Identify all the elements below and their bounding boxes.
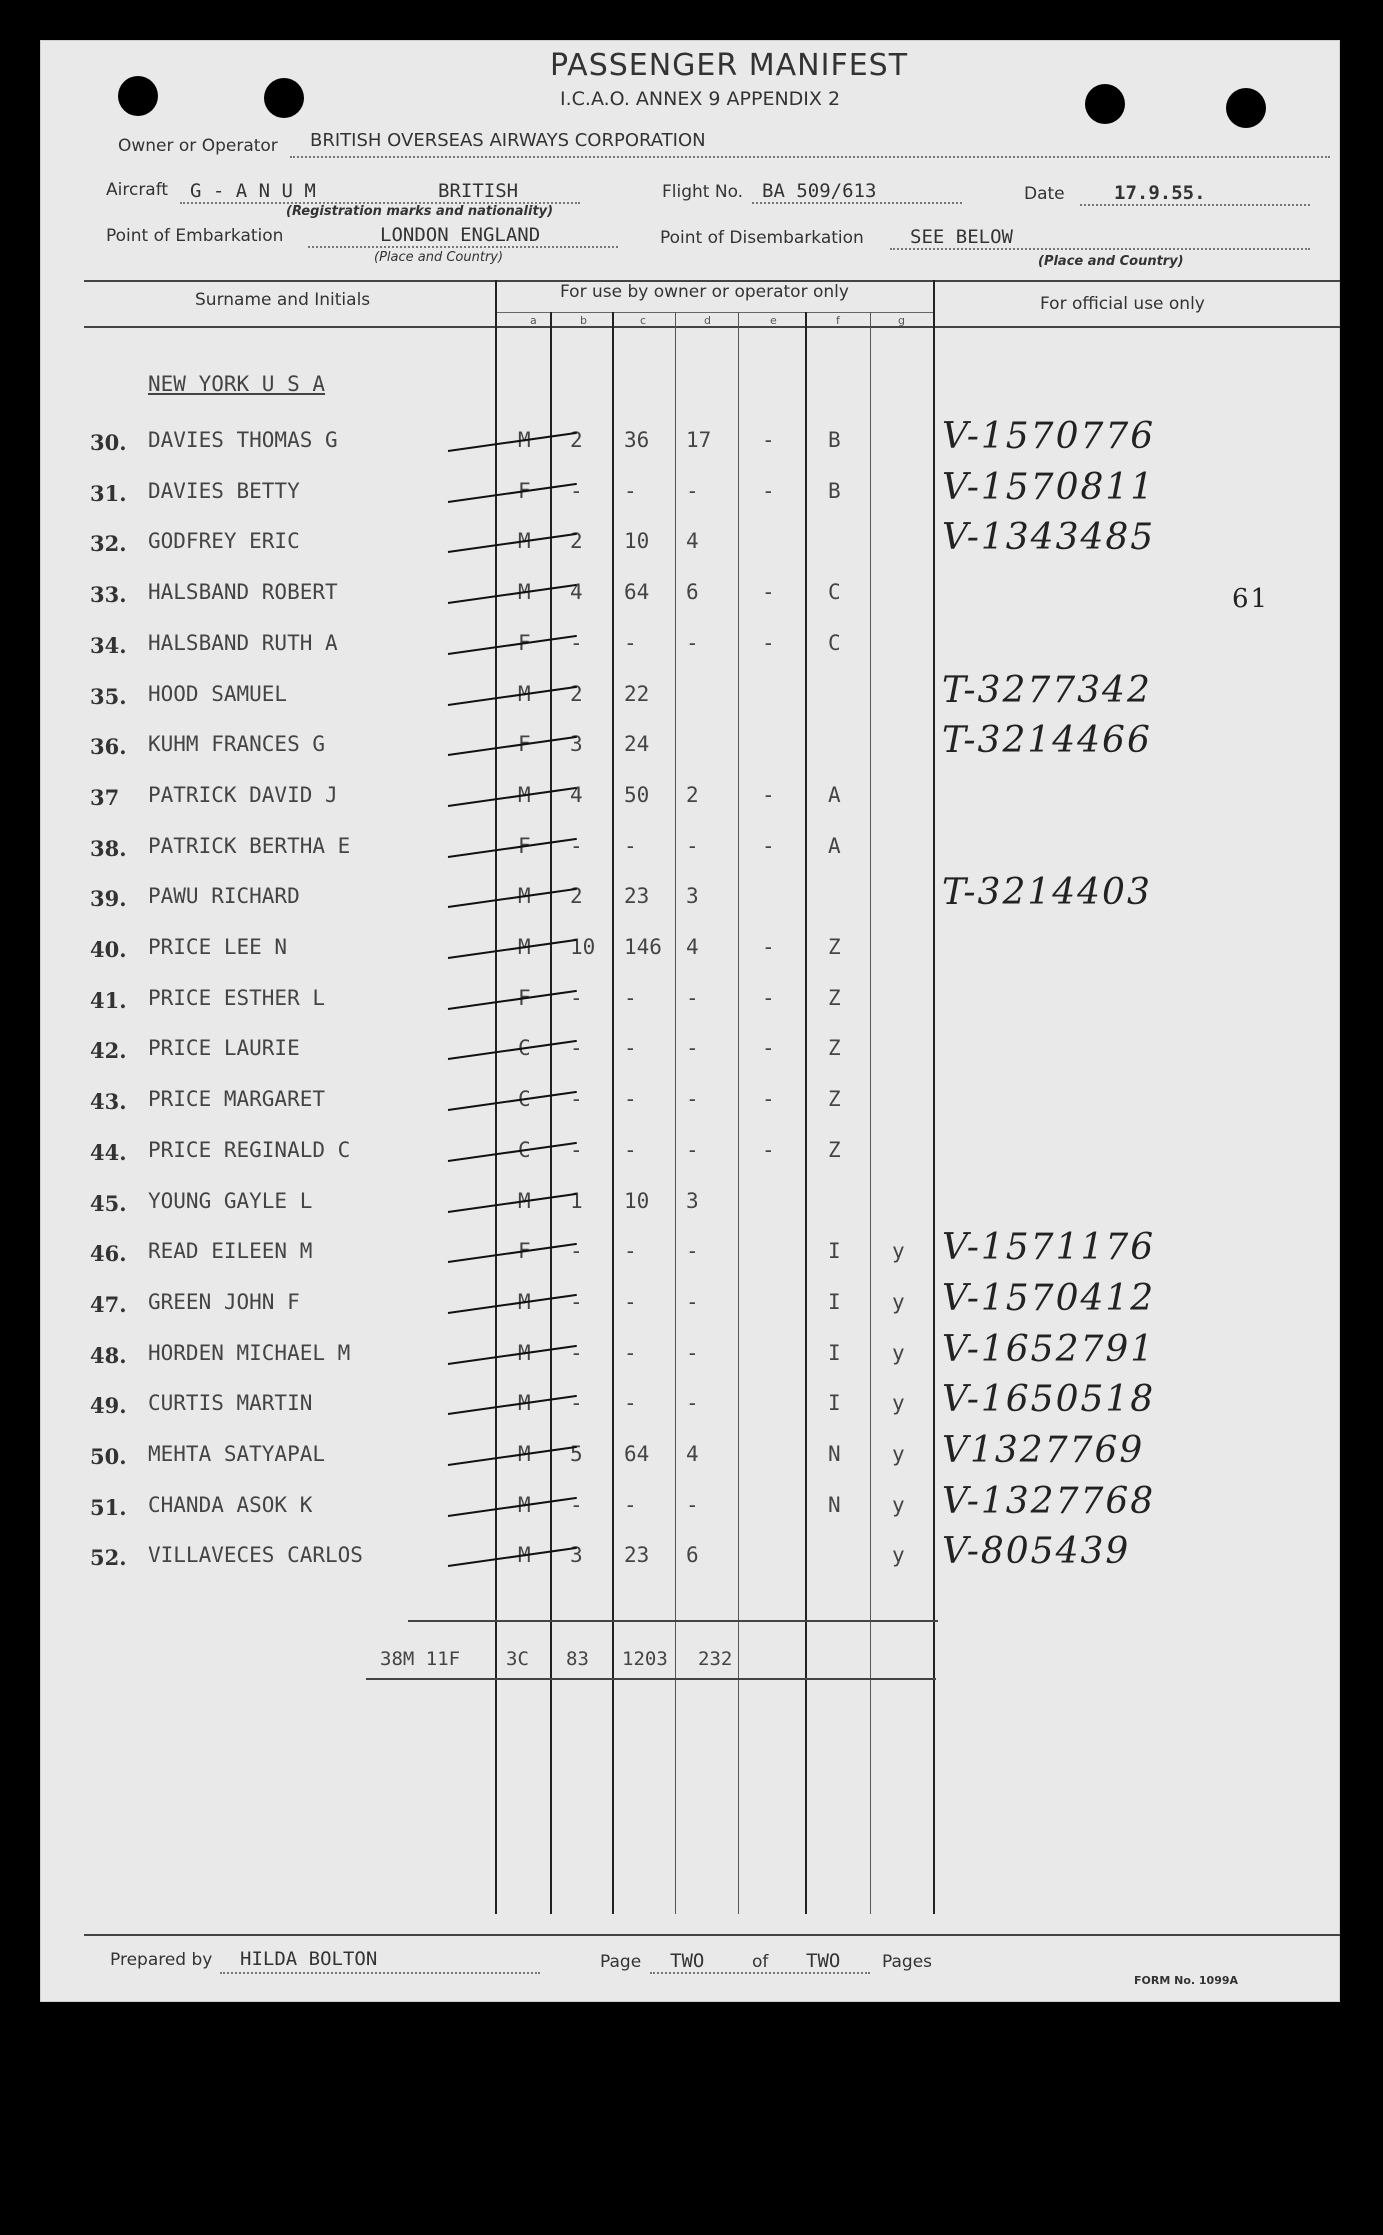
cell-b: - [570, 1391, 583, 1415]
sub-column-e: e [770, 314, 777, 327]
cell-c: - [624, 1138, 637, 1162]
official-number: V-1343485 [942, 517, 1156, 558]
cell-d: - [686, 1341, 699, 1365]
row-number: 44. [90, 1140, 127, 1165]
cell-e: - [762, 1087, 775, 1111]
passenger-name: PRICE MARGARET [148, 1087, 326, 1111]
cell-f: Z [828, 1138, 841, 1162]
cell-b: - [570, 834, 583, 858]
cell-c: - [624, 986, 637, 1010]
cell-g: y [892, 1239, 905, 1263]
cell-f: B [828, 479, 841, 503]
row-number: 49. [90, 1393, 127, 1418]
cell-e: - [762, 479, 775, 503]
row-number: 41. [90, 988, 127, 1013]
cell-f: I [828, 1341, 841, 1365]
aircraft-note: (Registration marks and nationality) [286, 204, 554, 219]
cell-c: - [624, 834, 637, 858]
manifest-page [40, 40, 1340, 2002]
row-number: 45. [90, 1191, 127, 1216]
cell-g: y [892, 1391, 905, 1415]
cell-c: - [624, 1290, 637, 1314]
passenger-name: DAVIES THOMAS G [148, 428, 338, 452]
cell-c: 64 [624, 1442, 650, 1466]
check-stroke [448, 1091, 577, 1111]
passenger-name: PATRICK DAVID J [148, 783, 338, 807]
cell-b: - [570, 1138, 583, 1162]
page-value: TWO [670, 1950, 705, 1972]
passenger-name: HOOD SAMUEL [148, 682, 288, 706]
cell-b: 2 [570, 884, 583, 908]
row-number: 37 [90, 785, 120, 810]
row-number: 35. [90, 684, 127, 709]
passenger-name: READ EILEEN M [148, 1239, 313, 1263]
page-label: Page [600, 1952, 642, 1972]
check-stroke [448, 838, 577, 858]
official-number: V-1327768 [942, 1481, 1156, 1522]
cell-g: y [892, 1543, 905, 1567]
cell-f: I [828, 1239, 841, 1263]
passenger-name: PRICE LAURIE [148, 1036, 300, 1060]
passenger-name: HALSBAND ROBERT [148, 580, 338, 604]
cell-c: 22 [624, 682, 650, 706]
passenger-name: PATRICK BERTHA E [148, 834, 351, 858]
check-stroke [448, 584, 577, 604]
embarkation-value: LONDON ENGLAND [380, 224, 541, 246]
check-stroke [448, 888, 577, 908]
cell-d: 3 [686, 1189, 699, 1213]
passenger-name: CHANDA ASOK K [148, 1493, 313, 1517]
sub-column-g: g [898, 314, 905, 327]
passenger-name: PRICE REGINALD C [148, 1138, 351, 1162]
flight-label: Flight No. [662, 182, 744, 202]
row-number: 34. [90, 633, 127, 658]
cell-f: I [828, 1391, 841, 1415]
official-number: V-1570776 [942, 416, 1156, 457]
embarkation-note: (Place and Country) [374, 250, 504, 265]
prepared-value: HILDA BOLTON [240, 1948, 378, 1970]
cell-f: Z [828, 986, 841, 1010]
row-number: 52. [90, 1545, 127, 1570]
check-stroke [448, 1193, 577, 1213]
official-number: V1327769 [942, 1430, 1145, 1471]
cell-d: - [686, 1391, 699, 1415]
cell-d: - [686, 1036, 699, 1060]
cell-d: - [686, 1239, 699, 1263]
row-number: 38. [90, 836, 127, 861]
official-number: V-805439 [942, 1531, 1131, 1572]
row-number: 43. [90, 1089, 127, 1114]
passenger-name: PRICE LEE N [148, 935, 288, 959]
official-number: T-3214466 [942, 720, 1152, 761]
cell-c: - [624, 1341, 637, 1365]
row-number: 33. [90, 582, 127, 607]
cell-c: - [624, 1036, 637, 1060]
check-stroke [448, 635, 577, 655]
row-number: 47. [90, 1292, 127, 1317]
cell-f: Z [828, 1036, 841, 1060]
sub-column-f: f [836, 314, 840, 327]
flight-number: BA 509/613 [762, 180, 877, 202]
check-stroke [448, 1040, 577, 1060]
check-stroke [448, 1446, 577, 1466]
passenger-name: HALSBAND RUTH A [148, 631, 338, 655]
aircraft-registration: G - A N U M [190, 180, 316, 202]
cell-g: y [892, 1442, 905, 1466]
cell-d: - [686, 1087, 699, 1111]
cell-g: y [892, 1493, 905, 1517]
passenger-name: DAVIES BETTY [148, 479, 300, 503]
row-number: 46. [90, 1241, 127, 1266]
margin-note: 61 [1232, 584, 1270, 614]
cell-d: - [686, 834, 699, 858]
official-number: V-1570811 [942, 467, 1156, 508]
prepared-label: Prepared by [110, 1950, 213, 1970]
passenger-name: PRICE ESTHER L [148, 986, 326, 1010]
passenger-name: PAWU RICHARD [148, 884, 300, 908]
col-header-name: Surname and Initials [195, 290, 371, 310]
row-number: 39. [90, 886, 127, 911]
cell-e: - [762, 428, 775, 452]
cell-c: 36 [624, 428, 650, 452]
cell-b: - [570, 986, 583, 1010]
cell-f: A [828, 783, 841, 807]
totals-b: 83 [566, 1648, 589, 1670]
cell-d: 4 [686, 1442, 699, 1466]
cell-f: C [828, 631, 841, 655]
passenger-name: HORDEN MICHAEL M [148, 1341, 351, 1365]
cell-b: 4 [570, 580, 583, 604]
cell-c: 146 [624, 935, 662, 959]
cell-d: 4 [686, 935, 699, 959]
row-number: 30. [90, 430, 127, 455]
check-stroke [448, 1395, 577, 1415]
cell-d: - [686, 479, 699, 503]
passenger-name: CURTIS MARTIN [148, 1391, 313, 1415]
cell-b: 10 [570, 935, 596, 959]
cell-e: - [762, 580, 775, 604]
cell-f: Z [828, 935, 841, 959]
totals-c: 1203 [622, 1648, 668, 1670]
cell-b: - [570, 1290, 583, 1314]
form-number: FORM No. 1099A [1134, 1974, 1239, 1987]
passenger-name: MEHTA SATYAPAL [148, 1442, 326, 1466]
check-stroke [448, 1142, 577, 1162]
cell-c: - [624, 479, 637, 503]
cell-d: - [686, 1138, 699, 1162]
cell-c: 24 [624, 732, 650, 756]
cell-c: - [624, 1239, 637, 1263]
cell-b: 2 [570, 529, 583, 553]
cell-b: 3 [570, 732, 583, 756]
check-stroke [448, 1497, 577, 1517]
col-header-owner: For use by owner or operator only [560, 282, 849, 302]
official-number: T-3277342 [942, 670, 1152, 711]
owner-label: Owner or Operator [118, 136, 278, 156]
cell-e: - [762, 1138, 775, 1162]
row-number: 42. [90, 1038, 127, 1063]
passenger-name: KUHM FRANCES G [148, 732, 326, 756]
cell-b: 2 [570, 682, 583, 706]
owner-value: BRITISH OVERSEAS AIRWAYS CORPORATION [310, 130, 706, 151]
row-number: 36. [90, 734, 127, 759]
cell-c: 64 [624, 580, 650, 604]
totals-label: 38M 11F [380, 1648, 461, 1670]
cell-d: 2 [686, 783, 699, 807]
punch-hole [1226, 88, 1266, 128]
cell-d: - [686, 986, 699, 1010]
cell-b: - [570, 479, 583, 503]
cell-f: A [828, 834, 841, 858]
of-label: of [752, 1952, 769, 1972]
cell-b: - [570, 631, 583, 655]
official-number: T-3214403 [942, 872, 1152, 913]
check-stroke [448, 483, 577, 503]
cell-b: - [570, 1239, 583, 1263]
cell-e: - [762, 1036, 775, 1060]
check-stroke [448, 1547, 577, 1567]
cell-d: 6 [686, 580, 699, 604]
official-number: V-1571176 [942, 1227, 1156, 1268]
punch-hole [264, 78, 304, 118]
passenger-name: GODFREY ERIC [148, 529, 300, 553]
cell-c: 10 [624, 529, 650, 553]
check-stroke [448, 736, 577, 756]
cell-g: y [892, 1341, 905, 1365]
of-value: TWO [806, 1950, 841, 1972]
date-label: Date [1024, 184, 1065, 204]
cell-d: 3 [686, 884, 699, 908]
punch-hole [1085, 84, 1125, 124]
cell-f: N [828, 1493, 841, 1517]
check-stroke [448, 1294, 577, 1314]
pages-label: Pages [882, 1952, 933, 1972]
aircraft-nationality: BRITISH [438, 180, 519, 202]
check-stroke [448, 432, 577, 452]
cell-c: 50 [624, 783, 650, 807]
totals-a: 3C [506, 1648, 529, 1670]
row-number: 40. [90, 937, 127, 962]
cell-c: 10 [624, 1189, 650, 1213]
cell-b: 3 [570, 1543, 583, 1567]
cell-c: - [624, 1493, 637, 1517]
check-stroke [448, 787, 577, 807]
cell-d: 17 [686, 428, 712, 452]
cell-b: - [570, 1036, 583, 1060]
cell-f: C [828, 580, 841, 604]
sub-column-d: d [704, 314, 711, 327]
cell-e: - [762, 834, 775, 858]
punch-hole [118, 76, 158, 116]
col-header-official: For official use only [1040, 294, 1205, 314]
disembarkation-value: SEE BELOW [910, 226, 1013, 248]
row-number: 50. [90, 1444, 127, 1469]
cell-b: 4 [570, 783, 583, 807]
sub-column-a: a [530, 314, 537, 327]
cell-g: y [892, 1290, 905, 1314]
disembarkation-label: Point of Disembarkation [660, 228, 864, 248]
cell-d: 6 [686, 1543, 699, 1567]
aircraft-label: Aircraft [106, 180, 169, 200]
sub-column-b: b [580, 314, 587, 327]
page-subtitle: I.C.A.O. ANNEX 9 APPENDIX 2 [560, 88, 841, 110]
cell-b: 1 [570, 1189, 583, 1213]
row-number: 31. [90, 481, 127, 506]
cell-c: - [624, 1391, 637, 1415]
official-number: V-1652791 [942, 1329, 1156, 1370]
cell-e: - [762, 783, 775, 807]
official-number: V-1650518 [942, 1379, 1156, 1420]
cell-b: 2 [570, 428, 583, 452]
check-stroke [448, 1345, 577, 1365]
sub-column-c: c [640, 314, 647, 327]
official-number: V-1570412 [942, 1278, 1156, 1319]
cell-d: - [686, 631, 699, 655]
embarkation-label: Point of Embarkation [106, 226, 284, 246]
section-heading: NEW YORK U S A [148, 372, 326, 396]
check-stroke [448, 1243, 577, 1263]
totals-d: 232 [698, 1648, 733, 1670]
cell-f: Z [828, 1087, 841, 1111]
cell-b: - [570, 1493, 583, 1517]
disembarkation-note: (Place and Country) [1038, 254, 1184, 269]
cell-d: - [686, 1493, 699, 1517]
check-stroke [448, 686, 577, 706]
check-stroke [448, 939, 577, 959]
cell-b: - [570, 1341, 583, 1365]
cell-b: 5 [570, 1442, 583, 1466]
cell-c: - [624, 1087, 637, 1111]
cell-e: - [762, 631, 775, 655]
cell-d: 4 [686, 529, 699, 553]
check-stroke [448, 990, 577, 1010]
cell-f: N [828, 1442, 841, 1466]
cell-f: I [828, 1290, 841, 1314]
cell-d: - [686, 1290, 699, 1314]
cell-b: - [570, 1087, 583, 1111]
passenger-name: YOUNG GAYLE L [148, 1189, 313, 1213]
cell-e: - [762, 935, 775, 959]
page-title: PASSENGER MANIFEST [550, 48, 909, 83]
row-number: 32. [90, 531, 127, 556]
cell-f: B [828, 428, 841, 452]
cell-c: 23 [624, 884, 650, 908]
cell-c: - [624, 631, 637, 655]
check-stroke [448, 533, 577, 553]
date-value: 17.9.55. [1114, 182, 1206, 204]
passenger-name: GREEN JOHN F [148, 1290, 300, 1314]
row-number: 48. [90, 1343, 127, 1368]
row-number: 51. [90, 1495, 127, 1520]
cell-e: - [762, 986, 775, 1010]
cell-c: 23 [624, 1543, 650, 1567]
passenger-name: VILLAVECES CARLOS [148, 1543, 363, 1567]
